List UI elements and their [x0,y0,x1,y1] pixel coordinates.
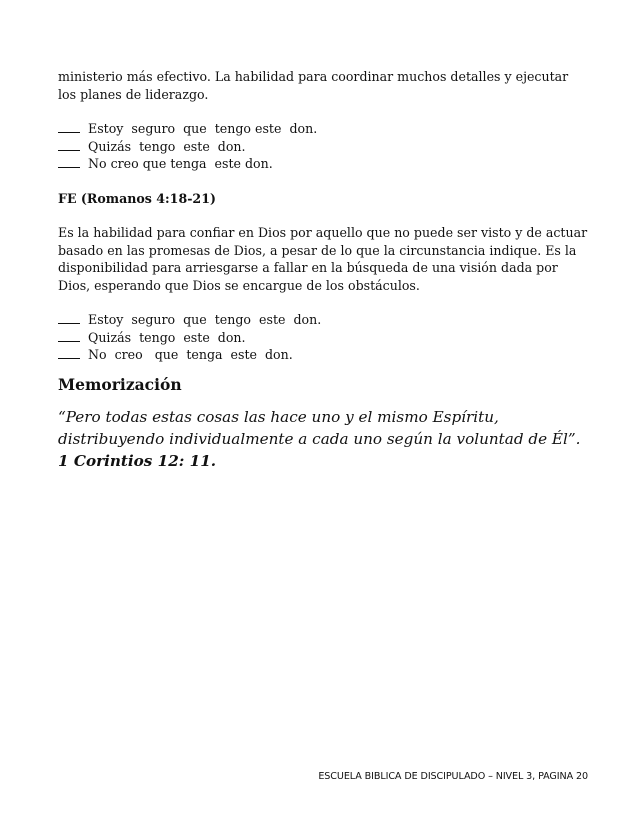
answer-blank[interactable] [58,330,80,342]
option-label: No creo que tenga este don. [88,156,273,171]
answer-blank[interactable] [58,121,80,133]
page-footer: ESCUELA BIBLICA DE DISCIPULADO – NIVEL 3, PAGINA 20 [318,771,588,782]
answer-blank[interactable] [58,347,80,359]
option-label: Estoy seguro que tengo este don. [88,121,318,136]
intro-option-1 [58,120,588,138]
answer-blank[interactable] [58,156,80,168]
intro-option-3 [58,155,588,173]
option-label: Quizás tengo este don. [88,138,246,154]
intro-option-2 [58,138,588,156]
fe-paragraph: Es la habilidad para confiar en Dios por aquello que no puede ser visto y de actuar basado en las promesas de Dios, a pesar de lo que la circunstancia indique. Es la disponibilidad para arriesgarse a fallar en la búsqueda de una visión dada por Dios, esperando que Dios se encargue de los obstáculos. [58,225,588,293]
fe-option-2 [58,329,588,347]
answer-blank[interactable] [58,139,80,151]
fe-heading: FE (Romanos 4:18-21) [58,190,216,206]
quote-reference: 1 Corintios 12: 11. [58,451,217,470]
intro-paragraph: ministerio más efectivo. La habilidad para coordinar muchos detalles y ejecutar los planes de liderazgo. [58,69,569,102]
quote-text: “Pero todas estas cosas las hace uno y el mismo Espíritu, distribuyendo individualmente a cada uno según la voluntad de Él”. [58,407,581,448]
option-label: Quizás tengo este don. [88,329,246,345]
option-label: Estoy seguro que tengo este don. [88,312,322,327]
answer-blank[interactable] [58,312,80,324]
memorization-title: Memorización [58,374,182,394]
memorization-quote [58,406,588,472]
fe-option-1 [58,311,588,329]
fe-option-3 [58,346,588,364]
page-content [58,68,588,472]
option-label: No creo que tenga este don. [88,347,293,362]
